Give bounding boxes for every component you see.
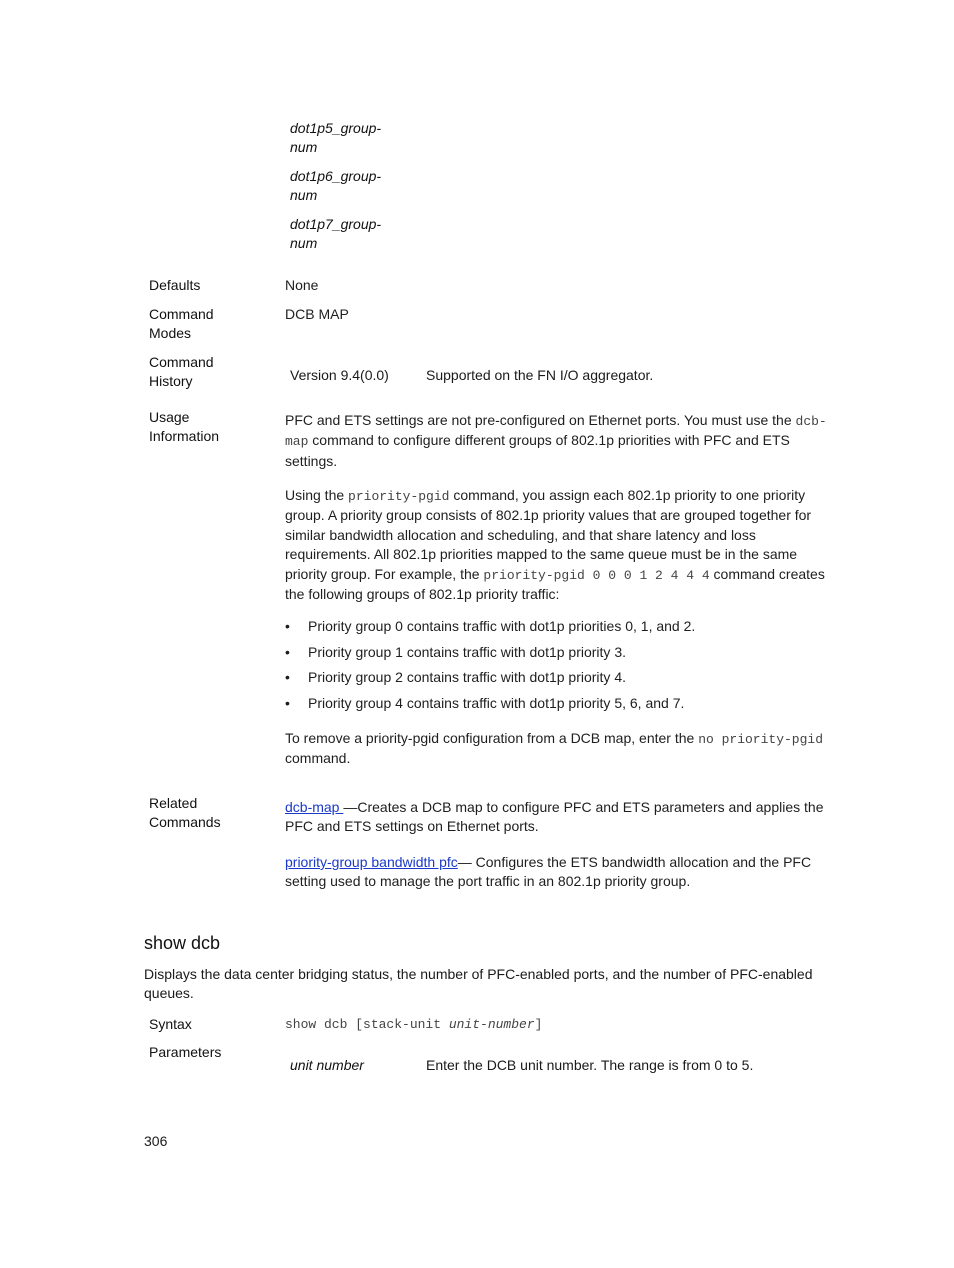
usage-paragraph-1: PFC and ETS settings are not pre-configured on Ethernet ports. You must use the dcb-map command to configure different groups of 802.1p priorities with PFC and ETS settings. bbox=[285, 412, 827, 469]
syntax-label: Syntax bbox=[149, 1016, 192, 1032]
usage-paragraph-2: Using the priority-pgid command, you assign each 802.1p priority to one priority group. A priority group consists of 802.1p priority values that are grouped together for similar bandwidth allocation and scheduling, and that share latency and loss requirements. All 802.1p priorities mapped to the same queue must be in the same priority group. For example, the priority-pgid 0 0 0 1 2 4 4 4 command creates the following groups of 802.1p priority traffic: bbox=[285, 487, 825, 603]
priority-group-bandwidth-pfc-link[interactable]: priority-group bandwidth pfc bbox=[285, 854, 458, 870]
usage-paragraph-3: To remove a priority-pgid configuration from a DCB map, enter the no priority-pgid command. bbox=[285, 730, 824, 767]
code-dcb-map: dcb-map bbox=[285, 414, 827, 450]
dcb-map-link[interactable]: dcb-map bbox=[285, 799, 344, 815]
priority-group-list bbox=[285, 617, 833, 719]
list-item: • Priority group 2 contains traffic with dot1p priority 4. bbox=[285, 668, 833, 694]
usage-information-label: Usage Information bbox=[149, 409, 220, 444]
related-priority-group: priority-group bandwidth pfc— Configures the ETS bandwidth allocation and the PFC setting used to manage the port traffic in an 802.1p priority group. bbox=[285, 854, 812, 890]
list-item: • Priority group 0 contains traffic with dot1p priorities 0, 1, and 2. bbox=[285, 617, 833, 643]
param-unit-number: unit number bbox=[290, 1057, 364, 1073]
command-modes-value: DCB MAP bbox=[285, 306, 349, 322]
history-text: Supported on the FN I/O aggregator. bbox=[426, 367, 654, 383]
history-version: Version 9.4(0.0) bbox=[290, 367, 389, 383]
param-dot1p6: dot1p6_group-num bbox=[290, 168, 382, 203]
related-commands-label: Related Commands bbox=[149, 795, 221, 830]
command-modes-label: Command Modes bbox=[149, 306, 214, 341]
defaults-value: None bbox=[285, 277, 319, 293]
parameters-label: Parameters bbox=[149, 1044, 222, 1060]
related-dcb-map: dcb-map —Creates a DCB map to configure PFC and ETS parameters and applies the PFC and ETS settings on Ethernet ports. bbox=[285, 799, 824, 835]
code-no-priority-pgid: no priority-pgid bbox=[698, 732, 824, 747]
section-title: show dcb bbox=[144, 933, 221, 953]
param-dot1p7: dot1p7_group-num bbox=[290, 216, 382, 251]
page-number: 306 bbox=[144, 1133, 168, 1149]
list-item: • Priority group 4 contains traffic with dot1p priority 5, 6, and 7. bbox=[285, 694, 833, 720]
code-priority-pgid-example: priority-pgid 0 0 0 1 2 4 4 4 bbox=[483, 567, 710, 583]
param-unit-number-description: Enter the DCB unit number. The range is from 0 to 5. bbox=[426, 1057, 754, 1073]
param-dot1p5: dot1p5_group-num bbox=[290, 120, 382, 155]
section-description: Displays the data center bridging status, the number of PFC-enabled ports, and the number of PFC-enabled queues. bbox=[144, 966, 813, 1001]
command-history-label: Command History bbox=[149, 354, 214, 389]
code-priority-pgid: priority-pgid bbox=[348, 489, 450, 504]
list-item: • Priority group 1 contains traffic with dot1p priority 3. bbox=[285, 643, 833, 669]
defaults-label: Defaults bbox=[149, 277, 201, 293]
syntax-code: show dcb [stack-unit unit-number] bbox=[285, 1017, 543, 1032]
